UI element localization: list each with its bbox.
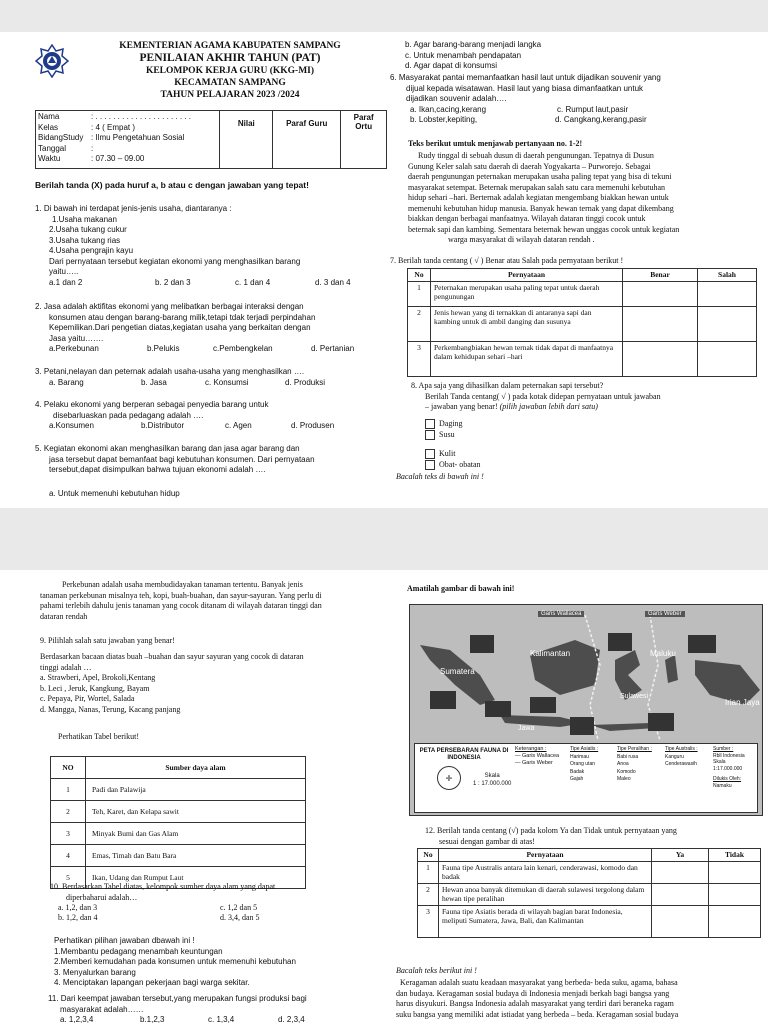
value-tanggal[interactable]: :	[91, 143, 94, 153]
reading-line: Rudy tinggal di sebuah dusun di daerah pengunungan. Tepatnya di Dusun	[418, 151, 654, 160]
q5-option-d[interactable]: d. Agar dapat di konsumsi	[405, 61, 498, 70]
legend-line-weber: ― Garis Weber	[515, 760, 553, 766]
question-6	[390, 73, 765, 126]
q6-option-a[interactable]: a. Ikan,cacing,kerang	[410, 104, 487, 114]
q11-option-c[interactable]: c. 1,3,4	[208, 1015, 235, 1024]
label-nama: Nama	[38, 112, 60, 121]
q7-row-text: Perkembangbiakan hewan ternak tidak dapat di manfaatnya dalam kehidupan sehari –hari	[431, 341, 623, 376]
animal-photo	[485, 701, 511, 717]
exam-header	[70, 40, 387, 101]
q6-option-b[interactable]: b. Lobster,kepiting,	[410, 114, 478, 124]
label-kelas: Kelas	[38, 122, 59, 132]
animal-photo	[530, 697, 556, 713]
q12-head-pernyataan: Pernyataan	[439, 849, 652, 862]
animal-name: Orang utan	[570, 761, 596, 767]
q8-option[interactable]	[425, 460, 481, 471]
top-margin	[0, 0, 768, 32]
page-top-right	[387, 32, 768, 508]
q5-line: tersebut,dapat disimpulkan bahwa tujuan ekonomi adalah ….	[49, 465, 266, 474]
list-item: 2.Memberi kemudahan pada konsumen untuk memenuhi kebutuhan	[54, 957, 296, 966]
q12-row-no: 2	[418, 883, 439, 905]
sda-no: 4	[51, 845, 86, 867]
q12-row-no: 1	[418, 861, 439, 883]
q12-line: sesuai dengan gambar di atas!	[439, 836, 535, 846]
legend-source	[713, 746, 755, 789]
q1-options	[35, 278, 385, 289]
q4-option-a[interactable]: a.Konsumen	[49, 421, 94, 430]
q11-line: 11. Dari keempat jawaban tersebut,yang merupakan fungsi produksi bagi	[48, 994, 307, 1003]
map-legend	[414, 743, 758, 813]
q2-line: Jasa yaitu…….	[49, 333, 104, 343]
q2-line: 2. Jasa adalah aktifitas ekonomi yang melibatkan berbagai interaksi dengan	[35, 302, 304, 311]
animal-name: Babi rusa	[617, 753, 639, 760]
q7-row-no: 1	[408, 281, 431, 306]
q8-option[interactable]	[425, 430, 481, 449]
animal-name: Cenderawasih	[665, 761, 697, 767]
reading-line: Gunung Keler salah satu daerah di daerah Yogyakarta – Purworejo. Sebagai	[408, 161, 651, 171]
q7-row-no: 2	[408, 306, 431, 341]
type-label: Tipe Peralihan :	[617, 746, 652, 752]
q12-ya-cell[interactable]	[652, 861, 709, 883]
question-3	[35, 367, 385, 389]
weber-label: Garis Weber	[645, 611, 685, 617]
q9-option-c[interactable]: c. Pepaya, Pir, Wortel, Salada	[40, 694, 135, 703]
list-intro: Perhatikan pilihan jawaban dbawah ini !	[54, 936, 195, 945]
question-7-title: 7. Berilah tanda centang ( √ ) Benar atau Salah pada pernyataan berikut !	[390, 256, 624, 265]
read-below-note: Bacalah teks di bawah ini !	[396, 472, 484, 481]
q12-line: 12. Berilah tanda centang (√) pada kolom Ya dan Tidak untuk pernyataan yang	[425, 826, 677, 835]
sda-text: Emas, Timah dan Batu Bara	[86, 845, 306, 867]
question-9	[40, 652, 385, 715]
sda-text: Teh, Karet, dan Kelapa sawit	[86, 801, 306, 823]
q1-option-b[interactable]: b. 2 dan 3	[155, 277, 191, 287]
q8-line: Berilah Tanda centang( √ ) pada kotak didepan pernyataan untuk jawaban	[425, 391, 661, 401]
q6-options	[390, 105, 765, 126]
q7-benar-cell[interactable]	[623, 281, 698, 306]
q11-options	[48, 1015, 383, 1024]
para-line: Perkebunan adalah usaha membudidayakan tanaman tertentu. Banyak jenis	[62, 580, 303, 589]
q1-line: Dari pernyataan tersebut kegiatan ekonomi yang menghasilkan barang	[49, 256, 301, 266]
para-line: tanaman perkebunan misalnya teh, kopi, buah-buahan, dan sayur-sayuran. Yang perlu di	[40, 590, 322, 600]
sumber-label: Sumber :	[713, 746, 734, 752]
question-12	[425, 826, 765, 847]
island-label: Sulawesi	[620, 693, 649, 700]
q10-option-b[interactable]: b. 1,2, dan 4	[58, 913, 98, 922]
q7-row-text: Peternakan merupakan usaha paling tepat untuk daerah pengunungan	[431, 281, 623, 306]
island-label: Kalimantan	[530, 649, 571, 658]
question-2	[35, 302, 385, 355]
animal-photo	[688, 635, 716, 653]
reading-line: masyarakat setempat. Beternak merupakan salah satu cara memenuhi kebutuhan	[408, 182, 666, 192]
q5-option-b[interactable]: b. Agar barang-barang menjadi langka	[405, 40, 542, 49]
para-line: suku bangsa yang memiliki adat istiadat yang berbeda – beda. Keragaman sosial budaya	[396, 1009, 679, 1019]
map-scale	[473, 772, 511, 788]
island-label: Sumatera	[440, 667, 475, 676]
q1-option-c[interactable]: c. 1 dan 4	[235, 277, 271, 287]
q2-option-c[interactable]: c.Pembengkelan	[213, 344, 273, 353]
q10-options	[50, 903, 380, 923]
page-separator	[0, 508, 768, 570]
keterangan-label: Keterangan :	[515, 746, 547, 752]
sumber-text: Rbll Indonesia Skala 1:17.000.000	[713, 752, 745, 772]
reading-line: beternak sapi dan kambing. Sementara beternak hewan unggas cocok untuk kegiatan	[408, 224, 680, 234]
q8-option[interactable]	[425, 419, 481, 430]
kemenag-logo-icon	[35, 44, 69, 78]
q8-option-label: Susu	[439, 430, 455, 439]
island-label: Irian Jaya	[725, 698, 760, 707]
q9-line: Berdasarkan bacaan diatas buah –buahan dan sayur sayuran yang cocok di dataran	[40, 652, 304, 661]
header-line-4: KECAMATAN SAMPANG	[174, 78, 286, 88]
q7-salah-cell[interactable]	[698, 341, 757, 376]
legend-keterangan	[515, 746, 559, 767]
identity-fields	[36, 111, 220, 169]
nilai-box[interactable]	[220, 111, 273, 169]
para-line: dan budaya. Keragaman sosial budaya di Indonesia menjadi berkah bagi bangsa yang	[396, 988, 670, 998]
dilukis-label: Dilukis Oleh:	[713, 776, 742, 782]
paraf-ortu-box[interactable]	[341, 111, 387, 169]
q8-option[interactable]	[425, 449, 481, 460]
q1-line: 1.Usaha makanan	[52, 214, 117, 224]
q8-line: 8. Apa saja yang dihasilkan dalam peternakan sapi tersebut?	[411, 381, 604, 390]
animal-photo	[570, 717, 594, 735]
para-line: dataran rendah	[40, 611, 88, 621]
q12-ya-cell[interactable]	[652, 905, 709, 937]
type-label: Tipe Australis :	[665, 746, 698, 752]
label-bidang: BidangStudy	[38, 133, 84, 142]
q7-head-salah: Salah	[698, 269, 757, 282]
fauna-map	[409, 604, 763, 816]
q12-row-no: 3	[418, 905, 439, 937]
sda-no: 5	[51, 867, 86, 889]
answer-list	[54, 936, 384, 989]
q1-line: 3.Usaha tukang rias	[49, 235, 121, 245]
q1-option-d[interactable]: d. 3 dan 4	[315, 277, 351, 287]
question-4	[35, 400, 385, 432]
legend-australis	[665, 746, 698, 769]
table-row	[408, 341, 757, 376]
q9-line: tinggi adalah …	[40, 662, 92, 672]
reading-line: memenuhi kebutuhan hidup manusia. Banyak hewan ternak yang dapat dikembang	[408, 203, 674, 213]
q12-tidak-cell[interactable]	[709, 861, 761, 883]
checkbox[interactable]	[425, 419, 435, 429]
identity-table	[35, 110, 387, 169]
animal-name: Badak	[570, 768, 585, 775]
q1-line: yaitu…..	[49, 267, 79, 276]
legend-peralihan	[617, 746, 652, 784]
q12-row-text: Fauna tipe Australis antara lain kenari, cenderawasi, komodo dan badak	[439, 861, 652, 883]
q2-line: Kepemilikan.Dari pengetian diatas,kegiatan usaha yang berkaitan dengan	[49, 323, 311, 332]
page-bottom-left	[30, 570, 387, 1024]
q2-option-a[interactable]: a.Perkebunan	[49, 344, 99, 353]
q11-line: masyarakat adalah……	[60, 1004, 144, 1014]
legend-line-text: Garis Weber	[522, 760, 553, 766]
q7-head-benar: Benar	[623, 269, 698, 282]
map-instruction: Amatilah gambar di bawah ini!	[407, 584, 515, 593]
header-line-1: KEMENTERIAN AGAMA KABUPATEN SAMPANG	[119, 41, 341, 51]
para-line: Keragaman adalah suatu keadaan masyarakat yang berbeda- beda suku, agama, bahasa	[400, 978, 678, 987]
island-label: Maluku	[650, 649, 676, 658]
table-row	[418, 905, 761, 937]
q2-option-d[interactable]: d. Pertanian	[311, 344, 355, 353]
q3-option-d[interactable]: d. Produksi	[285, 377, 326, 387]
q9-option-b[interactable]: b. Leci , Jeruk, Kangkung, Bayam	[40, 683, 150, 693]
value-kelas: : 4 ( Empat )	[91, 122, 136, 132]
label-tanggal: Tanggal	[38, 143, 67, 153]
q8-options	[425, 419, 481, 471]
q12-row-text: Fauna tipe Asiatis berada di wilayah bagian barat Indonesia, meliputi Sumatera, Jawa, Bali, dan Kalimantan	[439, 905, 652, 937]
q12-head-tidak: Tidak	[709, 849, 761, 862]
q5-option-c[interactable]: c. Untuk menambah pendapatan	[405, 50, 522, 60]
reading-title: Teks berikut umtuk menjawab pertanyaan no. 1-2!	[408, 139, 583, 148]
sda-head-no: NO	[51, 757, 86, 779]
q3-option-a[interactable]: a. Barang	[49, 377, 84, 387]
q7-row-no: 3	[408, 341, 431, 376]
table-row	[408, 281, 757, 306]
q12-row-text: Hewan anoa banyak ditemukan di daerah sulawesi tergolong dalam hewan tipe peralihan	[439, 883, 652, 905]
q12-head-ya: Ya	[652, 849, 709, 862]
question-5	[35, 444, 385, 476]
q10-option-d[interactable]: d. 3,4, dan 5	[220, 913, 260, 922]
q8-option-label: Daging	[439, 419, 463, 428]
q10-option-c[interactable]: c. 1,2 dan 5	[220, 903, 258, 912]
wallace-label: Garis Wallacea	[538, 611, 584, 617]
scale-label: Skala	[484, 773, 500, 779]
animal-name: Maleo	[617, 776, 631, 782]
q7-head-no: No	[408, 269, 431, 282]
table-intro: Perhatikan Tabel berikut!	[58, 732, 140, 741]
instruction: Berilah tanda (X) pada huruf a, b atau c dengan jawaban yang tepat!	[35, 180, 309, 190]
table-row	[418, 861, 761, 883]
sda-no: 2	[51, 801, 86, 823]
q12-head-no: No	[418, 849, 439, 862]
q4-option-c[interactable]: c. Agen	[225, 421, 252, 430]
q10-line: diperbaharui adalah…	[66, 892, 138, 902]
sda-text: Padi dan Palawija	[86, 779, 306, 801]
value-nama[interactable]: : . . . . . . . . . . . . . . . . . . . . . .	[91, 112, 192, 121]
q1-line: 4.Usaha pengrajin kayu	[49, 246, 134, 255]
table-row	[408, 306, 757, 341]
reading-line: warga masyarakat di wilayah dataran rendah .	[448, 235, 595, 244]
q6-option-d[interactable]: d. Cangkang,kerang,pasir	[555, 114, 647, 124]
list-item: 1.Membantu pedagang menambah keuntungan	[54, 946, 223, 956]
q7-benar-cell[interactable]	[623, 341, 698, 376]
list-item: 3. Menyalurkan barang	[54, 967, 136, 977]
q12-tidak-cell[interactable]	[709, 905, 761, 937]
q7-salah-cell[interactable]	[698, 281, 757, 306]
animal-name: Anoa	[617, 761, 629, 767]
q5-line: 5. Kegiatan ekonomi akan menghasilkan barang dan jasa agar barang dan	[35, 444, 300, 453]
q3-option-b[interactable]: b. Jasa	[141, 377, 167, 387]
paraf-ortu-label: Paraf Ortu	[353, 113, 374, 131]
header-line-2: PENILAIAN AKHIR TAHUN (PAT)	[139, 52, 321, 64]
q6-line: dijadikan souvenir adalah….	[406, 94, 507, 103]
checkbox[interactable]	[425, 430, 435, 440]
legend-line-wallace: ― Garis Wallacea	[515, 753, 560, 759]
q10-line: 10. Berdasarkan Tabel diatas, kelompok sumber daya alam yang dapat	[50, 882, 276, 891]
nilai-label: Nilai	[237, 119, 255, 128]
table-row	[51, 779, 306, 801]
q6-option-c[interactable]: c. Rumput laut,pasir	[557, 104, 629, 114]
animal-photo	[648, 713, 674, 731]
para-line: harus disyukuri. Bangsa Indonesia adalah masyarakat yang terdiri dari beraneka ragam	[396, 999, 674, 1008]
table-row	[51, 823, 306, 845]
table-row	[51, 801, 306, 823]
q7-row-text: Jenis hewan yang di ternakkan di antaranya sapi dan kambing untuk di ambil danging dan susunya	[431, 306, 623, 341]
checkbox[interactable]	[425, 449, 435, 459]
reading-line: biakkan dengan berbagai manfaatnya. Wilayah dataran tinggi cocok untuk	[408, 214, 646, 223]
island-label: Jawa	[518, 725, 535, 732]
q4-option-d[interactable]: d. Produsen	[291, 421, 335, 430]
label-waktu: Waktu	[38, 154, 61, 163]
q9-option-d[interactable]: d. Mangga, Nanas, Terung, Kacang panjang	[40, 704, 181, 714]
animal-photo	[430, 691, 456, 709]
q5-options-cont	[405, 40, 541, 72]
q12-tidak-cell[interactable]	[709, 883, 761, 905]
animal-photo	[470, 635, 494, 653]
checkbox[interactable]	[425, 460, 435, 470]
q4-options	[35, 421, 385, 432]
q2-options	[35, 344, 385, 355]
paraf-guru-label: Paraf Guru	[286, 119, 328, 128]
q10-option-a[interactable]: a. 1,2, dan 3	[58, 903, 98, 912]
scale-value: 1 : 17.000.000	[473, 781, 512, 787]
q1-option-a[interactable]: a.1 dan 2	[49, 277, 83, 287]
read-text-note: Bacalah teks berikut ini !	[396, 966, 477, 975]
q1-line: 1. Di bawah ini terdapat jenis-jenis usaha, diantaranya :	[35, 204, 232, 213]
paraf-guru-box[interactable]	[273, 111, 341, 169]
q7-head-pernyataan: Pernyataan	[431, 269, 623, 282]
animal-name: Komodo	[617, 768, 636, 775]
page-top-left	[30, 32, 387, 508]
para-line: pahami terlebih dahulu jenis tanaman yang cocok ditanam di wilayah dataran tinggi dan	[40, 601, 322, 610]
q8-line: – jawaban yang benar!	[425, 402, 498, 411]
sda-table	[50, 756, 306, 889]
q3-option-c[interactable]: c. Konsumsi	[205, 377, 249, 387]
list-item: 4. Menciptakan lapangan pekerjaan bagi warga sekitar.	[54, 978, 250, 987]
q4-line: 4. Pelaku ekonomi yang berperan sebagai penyedia barang untuk	[35, 400, 269, 409]
q11-option-d[interactable]: d. 2,3,4	[278, 1015, 305, 1024]
sda-head-sda: Sumber daya alam	[86, 757, 306, 779]
header-line-3: KELOMPOK KERJA GURU (KKG-MI)	[145, 66, 315, 76]
q6-line: 6. Masyarakat pantai memanfaatkan hasil laut untuk dijadikan souvenir yang	[390, 73, 661, 82]
sda-no: 3	[51, 823, 86, 845]
reading-text	[408, 151, 763, 246]
sda-text: Minyak Bumi dan Gas Alam	[86, 823, 306, 845]
q5-line: jasa tersebut dapat bemanfaat bagi kebutuhan konsumen. Dari pernyataan	[49, 454, 315, 464]
type-label: Tipe Asiatis :	[570, 746, 599, 752]
animal-name: Gajah	[570, 776, 584, 782]
q12-table	[417, 848, 761, 938]
q6-line: dijual kepada wisatawan. Hasil laut yang biasa dimanfaatkan untuk	[406, 83, 644, 93]
q2-option-b[interactable]: b.Pelukis	[147, 344, 180, 353]
q11-option-b[interactable]: b.1,2,3	[140, 1015, 165, 1024]
page-bottom-right	[387, 570, 768, 1024]
value-bidang: : Ilmu Pengetahuan Sosial	[91, 133, 185, 142]
question-11	[48, 994, 383, 1024]
q3-options	[35, 378, 385, 389]
header-line-5: TAHUN PELAJARAN 2023 /2024	[160, 90, 300, 100]
table-row	[51, 845, 306, 867]
sda-no: 1	[51, 779, 86, 801]
question-10	[50, 882, 380, 923]
q7-benar-cell[interactable]	[623, 306, 698, 341]
value-waktu: : 07.30 – 09.00	[91, 154, 145, 163]
q8-note: (pilih jawaban lebih dari satu)	[499, 402, 598, 411]
q4-line: disebarluaskan pada pedagang adalah ….	[53, 410, 204, 420]
question-1	[35, 204, 385, 289]
table-row	[418, 883, 761, 905]
dilukis-name: Namaku	[713, 782, 732, 789]
legend-title: PETA PERSEBARAN FAUNA DI INDONESIA	[419, 748, 509, 761]
q12-ya-cell[interactable]	[652, 883, 709, 905]
legend-asiatis	[570, 746, 598, 784]
animal-name: Kanguru	[665, 753, 684, 760]
q1-line: 2.Usaha tukang cukur	[49, 225, 127, 234]
q4-option-b[interactable]: b.Distributor	[141, 421, 185, 430]
q5-option-a[interactable]: a. Untuk memenuhi kebutuhan hidup	[49, 489, 180, 498]
question-8	[411, 381, 761, 413]
q8-option-label: Obat- obatan	[439, 460, 481, 469]
animal-photo	[608, 633, 632, 651]
q2-line: konsumen atau dengan barang-barang milik,tetapi tdak terjadi perpindahan	[49, 312, 316, 322]
diversity-paragraph	[396, 978, 766, 1020]
animal-name: Harimau	[570, 753, 589, 760]
sda-text: Ikan, Udang dan Rumput Laut	[86, 867, 306, 889]
reading-line: hidup sehari –hari. Berternak adalah kegiatan mengembang biakkan hewan untuk	[408, 193, 669, 202]
q3-line: 3. Petani,nelayan dan peternak adalah usaha-usaha yang menghasilkan ….	[35, 367, 305, 376]
q11-option-a[interactable]: a. 1,2,3,4	[60, 1015, 94, 1024]
plantation-paragraph	[40, 580, 385, 622]
q7-table	[407, 268, 757, 377]
legend-line-text: Garis Wallacea	[522, 753, 560, 759]
question-9-title: 9. Pilihlah salah satu jawaban yang benar!	[40, 636, 175, 645]
compass-icon: ✛	[437, 766, 461, 790]
q7-salah-cell[interactable]	[698, 306, 757, 341]
reading-line: daerah pengunungan peternakan merupakan usaha paling tepat yang bisa di tekuni	[408, 172, 672, 181]
q8-option-label: Kulit	[439, 449, 456, 458]
q9-option-a[interactable]: a. Strawberi, Apel, Brokoli,Kentang	[40, 673, 156, 682]
